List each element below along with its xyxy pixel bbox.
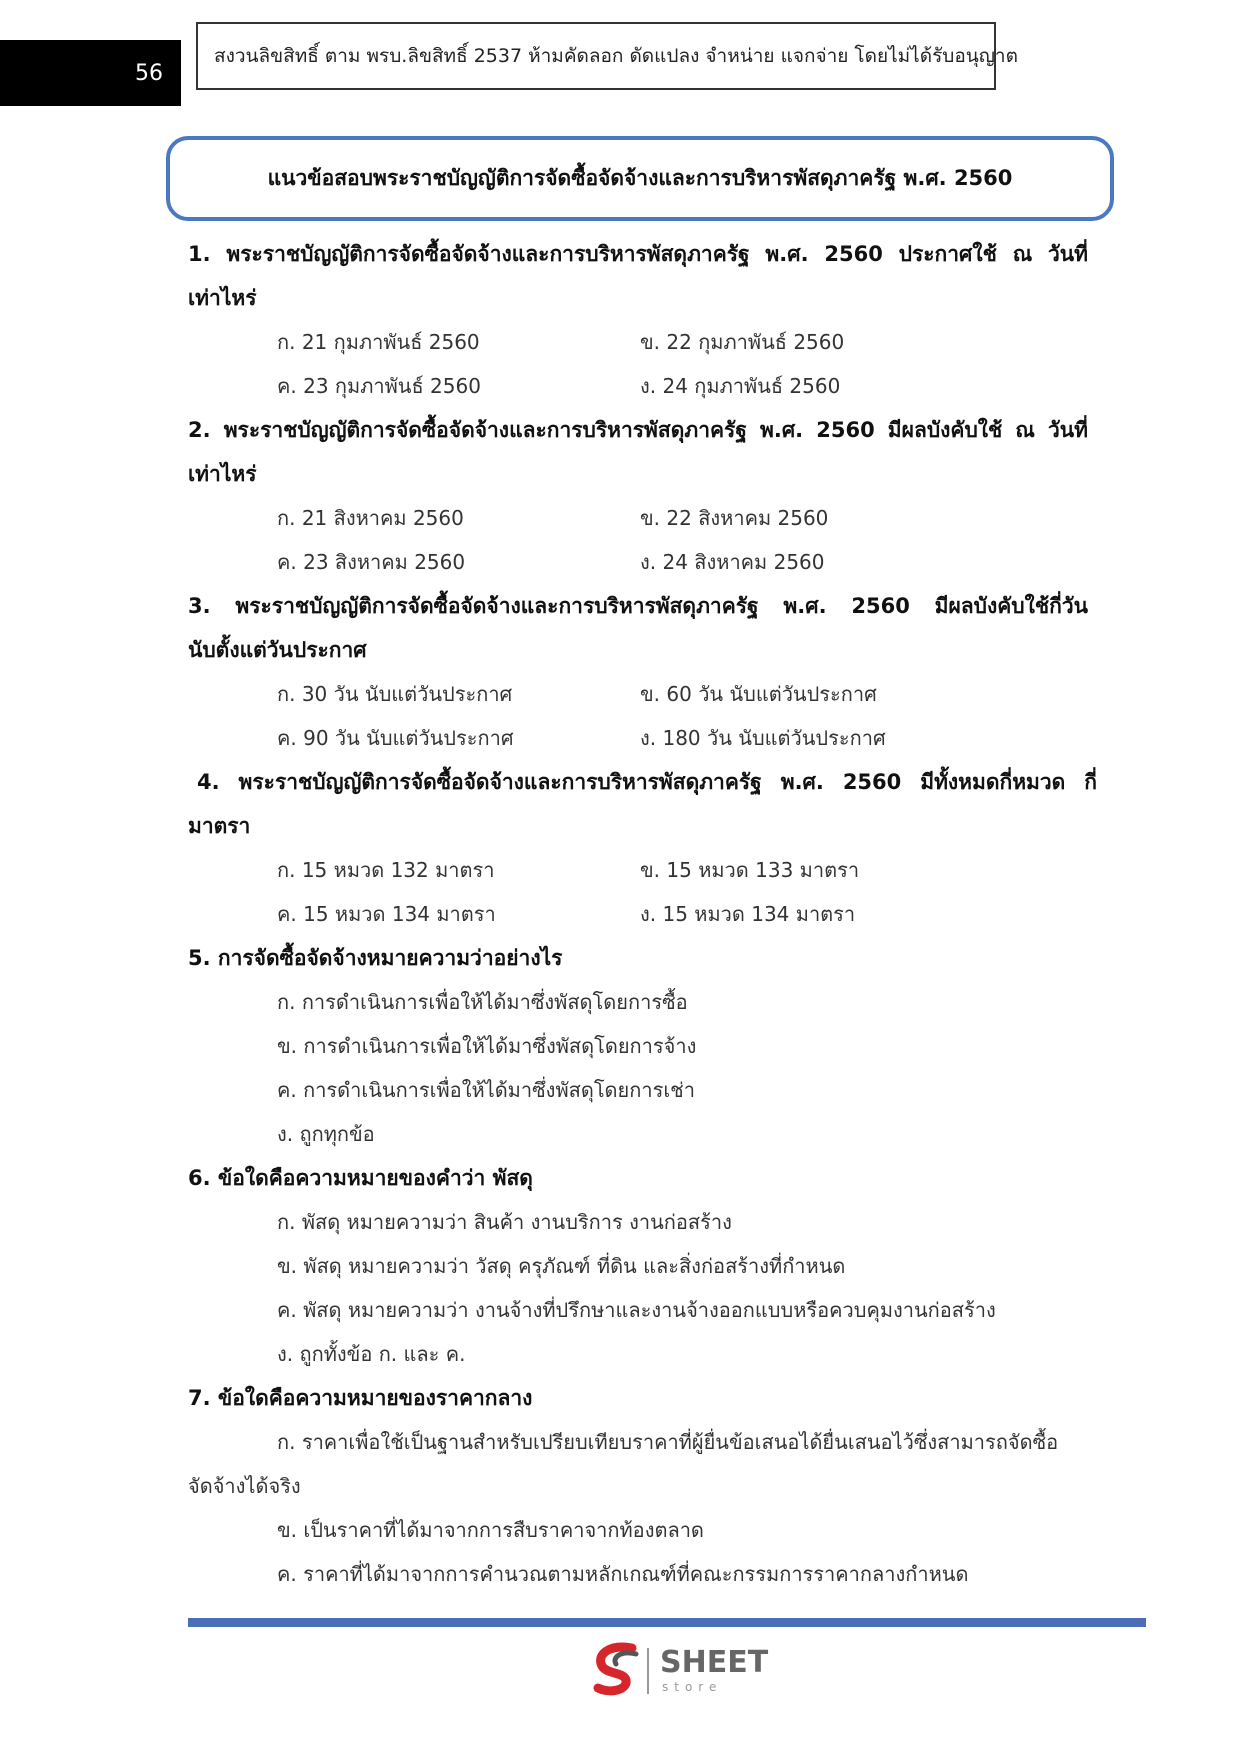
- answer-option-continuation: จัดจ้างได้จริง: [188, 1474, 301, 1498]
- question-7: 7. ข้อใดคือความหมายของราคากลาง: [188, 1386, 533, 1410]
- logo-subtext: store: [662, 1680, 723, 1694]
- question-2-options-row1: [0, 496, 1240, 540]
- answer-option: ข. 22 กุมภาพันธ์ 2560: [640, 330, 845, 354]
- answer-option: ก. 21 สิงหาคม 2560: [277, 506, 464, 530]
- footer-rule: [188, 1618, 1146, 1627]
- answer-option: ค. 15 หมวด 134 มาตรา: [277, 902, 496, 926]
- answer-option: ง. 15 หมวด 134 มาตรา: [640, 902, 856, 926]
- question-3-options-row2: [0, 716, 1240, 760]
- answer-option: ค. 23 สิงหาคม 2560: [277, 550, 466, 574]
- answer-option: ค. 90 วัน นับแต่วันประกาศ: [277, 726, 514, 750]
- question-4-options-row2: [0, 892, 1240, 936]
- page-number: 56: [0, 40, 181, 106]
- answer-option: ง. 24 กุมภาพันธ์ 2560: [640, 374, 841, 398]
- question-1-options-row1: [0, 320, 1240, 364]
- question-4-line2: มาตรา: [188, 814, 251, 838]
- document-title: แนวข้อสอบพระราชบัญญัติการจัดซื้อจัดจ้างและการบริหารพัสดุภาครัฐ พ.ศ. 2560: [166, 136, 1114, 221]
- question-6: 6. ข้อใดคือความหมายของคำว่า พัสดุ: [188, 1166, 533, 1190]
- answer-option: ง. ถูกทุกข้อ: [277, 1122, 375, 1146]
- answer-option: ง. 24 สิงหาคม 2560: [640, 550, 825, 574]
- answer-option: ก. พัสดุ หมายความว่า สินค้า งานบริการ งานก่อสร้าง: [277, 1210, 732, 1234]
- answer-option: ค. การดำเนินการเพื่อให้ได้มาซึ่งพัสดุโดยการเช่า: [277, 1078, 695, 1102]
- question-3-line2: นับตั้งแต่วันประกาศ: [188, 638, 367, 662]
- answer-option: ก. 30 วัน นับแต่วันประกาศ: [277, 682, 513, 706]
- question-3-line1: 3. พระราชบัญญัติการจัดซื้อจัดจ้างและการบริหารพัสดุภาครัฐ พ.ศ. 2560 มีผลบังคับใช้กี่วัน: [188, 594, 1088, 618]
- question-1-options-row2: [0, 364, 1240, 408]
- answer-option: ค. 23 กุมภาพันธ์ 2560: [277, 374, 481, 398]
- copyright-notice: สงวนลิขสิทธิ์ ตาม พรบ.ลิขสิทธิ์ 2537 ห้ามคัดลอก ดัดแปลง จำหน่าย แจกจ่าย โดยไม่ได้รับอนุญาต: [196, 22, 996, 90]
- question-4-options-row1: [0, 848, 1240, 892]
- answer-option: ค. พัสดุ หมายความว่า งานจ้างที่ปรึกษาและงานจ้างออกแบบหรือควบคุมงานก่อสร้าง: [277, 1298, 996, 1322]
- question-2-line1: 2. พระราชบัญญัติการจัดซื้อจัดจ้างและการบริหารพัสดุภาครัฐ พ.ศ. 2560 มีผลบังคับใช้ ณ วันที่: [188, 418, 1088, 442]
- answer-option: ข. 22 สิงหาคม 2560: [640, 506, 829, 530]
- answer-option: ก. การดำเนินการเพื่อให้ได้มาซึ่งพัสดุโดยการซื้อ: [277, 990, 688, 1014]
- question-4-line1: 4. พระราชบัญญัติการจัดซื้อจัดจ้างและการบริหารพัสดุภาครัฐ พ.ศ. 2560 มีทั้งหมดกี่หมวด กี่: [197, 770, 1097, 794]
- answer-option: ค. ราคาที่ได้มาจากการคำนวณตามหลักเกณฑ์ที่คณะกรรมการราคากลางกำหนด: [277, 1562, 969, 1586]
- answer-option: ข. พัสดุ หมายความว่า วัสดุ ครุภัณฑ์ ที่ดิน และสิ่งก่อสร้างที่กำหนด: [277, 1254, 846, 1278]
- answer-option: ข. 15 หมวด 133 มาตรา: [640, 858, 860, 882]
- question-2-line2: เท่าไหร่: [188, 462, 257, 486]
- question-1-line2: เท่าไหร่: [188, 286, 257, 310]
- answer-option: ก. ราคาเพื่อใช้เป็นฐานสำหรับเปรียบเทียบราคาที่ผู้ยื่นข้อเสนอได้ยื่นเสนอไว้ซึ่งสามารถจัดซื้อ: [277, 1430, 1059, 1454]
- answer-option: ง. ถูกทั้งข้อ ก. และ ค.: [277, 1342, 466, 1366]
- answer-option: ข. 60 วัน นับแต่วันประกาศ: [640, 682, 877, 706]
- question-3-options-row1: [0, 672, 1240, 716]
- answer-option: ง. 180 วัน นับแต่วันประกาศ: [640, 726, 886, 750]
- question-5: 5. การจัดซื้อจัดจ้างหมายความว่าอย่างไร: [188, 946, 563, 970]
- answer-option: ข. การดำเนินการเพื่อให้ได้มาซึ่งพัสดุโดยการจ้าง: [277, 1034, 697, 1058]
- question-list: [0, 232, 1240, 1596]
- answer-option: ข. เป็นราคาที่ได้มาจากการสืบราคาจากท้องตลาด: [277, 1518, 704, 1542]
- logo-wordmark: SHEET: [660, 1645, 769, 1680]
- answer-option: ก. 21 กุมภาพันธ์ 2560: [277, 330, 480, 354]
- question-2-options-row2: [0, 540, 1240, 584]
- question-1-line1: 1. พระราชบัญญัติการจัดซื้อจัดจ้างและการบริหารพัสดุภาครัฐ พ.ศ. 2560 ประกาศใช้ ณ วันที่: [188, 242, 1088, 266]
- answer-option: ก. 15 หมวด 132 มาตรา: [277, 858, 495, 882]
